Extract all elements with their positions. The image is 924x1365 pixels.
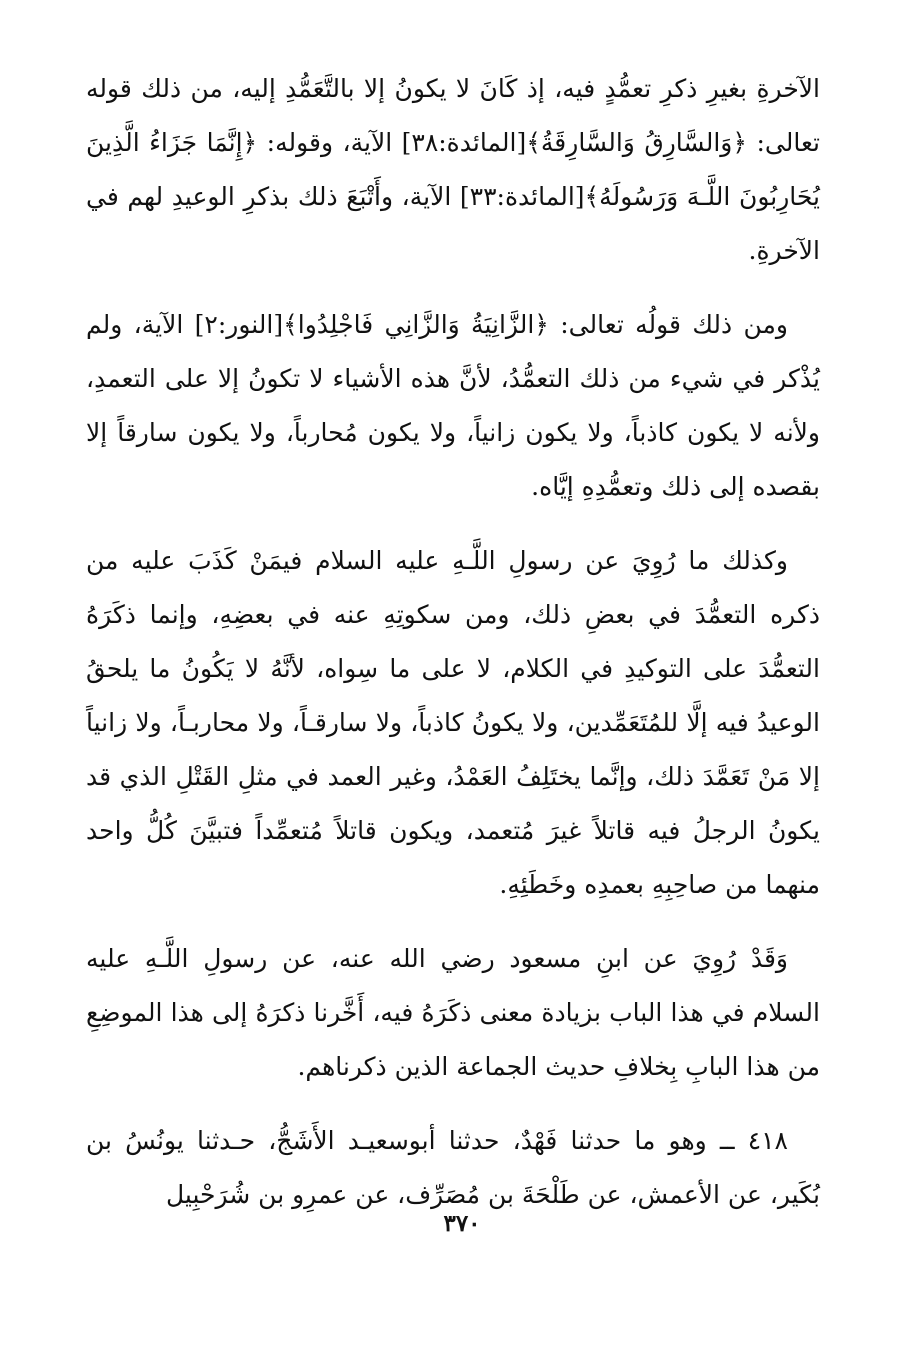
paragraph-3: وكذلك ما رُوِيَ عن رسولِ اللَّـهِ عليه السلام فيمَنْ كَذَبَ عليه من ذكره التعمُّدَ في بعضِ ذلك، ومن سكوتِهِ عنه في بعضِهِ، وإنما ذكَرَهُ التعمُّدَ على التوكيدِ في الكلام، لا على ما سِواه، لأنَّهُ لا يَكُونُ ما يلحقُ الوعيدُ فيه إلَّا للمُتَعَمِّدين، ولا يكونُ كاذباً، ولا سارقـاً، ولا محاربـاً، ولا زانياً إلا مَنْ تَعَمَّدَ ذلك، وإنَّما يختَلِفُ العَمْدُ، وغير العمد في مثلِ القَتْلِ الذي قد يكونُ الرجلُ فيه قاتلاً غيرَ مُتعمد، ويكون قاتلاً مُتعمِّداً فتبيَّنَ كُلُّ واحد منهما من صاحِبِهِ بعمدِه وخَطَئِهِ. [86, 546, 820, 899]
page-body [86, 62, 820, 1242]
page-number: ٣٧٠ [443, 1210, 481, 1237]
paragraph-5: ٤١٨ ــ وهو ما حدثنا فَهْدٌ، حدثنا أبوسعيـد الأَشَجُّ، حـدثنا يونُسُ بن بُكَير، عن الأعمش، عن طَلْحَةَ بن مُصَرِّف، عن عمرِو بن شُرَحْبِيل [86, 1126, 820, 1209]
paragraph-1: الآخرةِ بغيرِ ذكرِ تعمُّدٍ فيه، إذ كَانَ لا يكونُ إلا بالتَّعَمُّدِ إليه، من ذلك قوله تعالى: ﴿وَالسَّارِقُ وَالسَّارِقَةُ﴾[المائدة:٣٨] الآية، وقوله: ﴿إِنَّمَا جَزَاءُ الَّذِينَ يُحَارِبُونَ اللَّـهَ وَرَسُولَهُ﴾[المائدة:٣٣] الآية، وأَتْبَعَ ذلك بذكرِ الوعيدِ لهم في الآخرةِ. [86, 74, 821, 265]
paragraph-4: وَقَدْ رُوِيَ عن ابنِ مسعود رضي الله عنه، عن رسولِ اللَّـهِ عليه السلام في هذا الباب بزيادة معنى ذكَرَهُ فيه، أَخَّرنا ذكرَهُ إلى هذا الموضِعِ من هذا البابِ بِخلافِ حديث الجماعة الذين ذكرناهم. [86, 944, 820, 1081]
paragraph-2: ومن ذلك قولُه تعالى: ﴿الزَّانِيَةُ وَالزَّانِي فَاجْلِدُوا﴾[النور:٢] الآية، ولم يُذْكر في شيء من ذلك التعمُّدُ، لأنَّ هذه الأشياء لا تكونُ إلا على التعمدِ، ولأنه لا يكون كاذباً، ولا يكون زانياً، ولا يكون مُحارباً، ولا يكون سارقاً إلا بقصده إلى ذلك وتعمُّدِهِ إيَّاه. [86, 310, 820, 501]
